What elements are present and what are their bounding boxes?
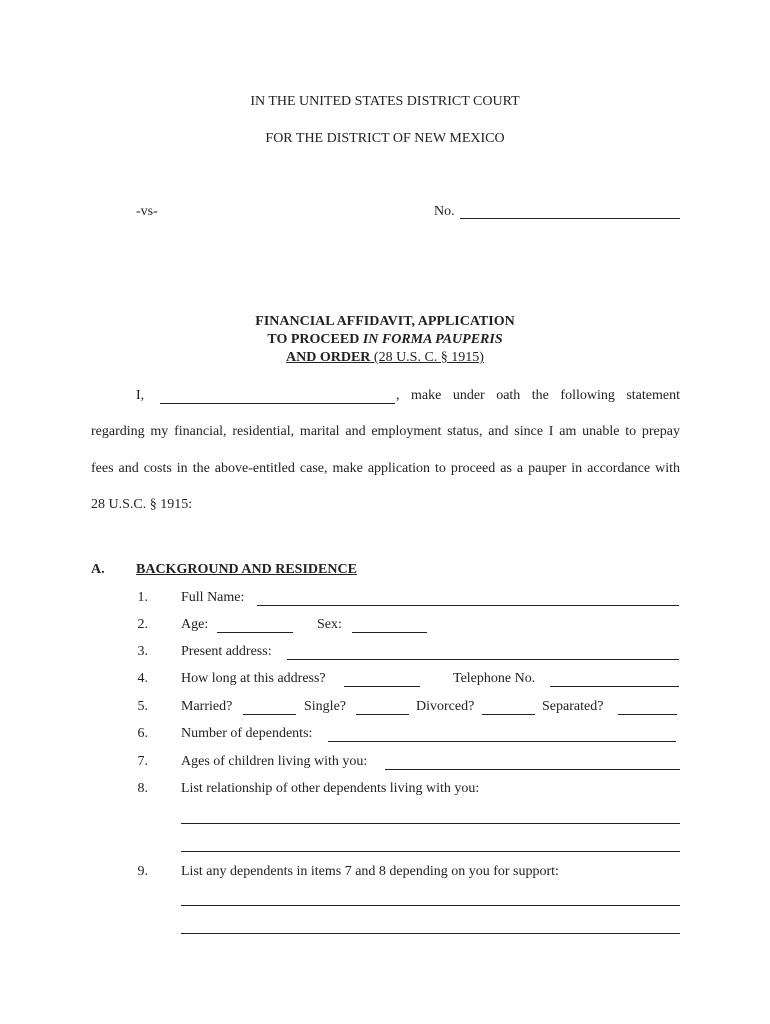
- title-line-3-underlined: [286, 350, 484, 366]
- dependents-count-label: Number of dependents:: [181, 726, 313, 741]
- item-number: 4.: [137, 671, 148, 686]
- item-number: 7.: [137, 754, 148, 769]
- statement-line-1: , make under oath the following statement: [396, 388, 680, 403]
- case-number-field[interactable]: [460, 218, 680, 219]
- section-a-letter: A.: [91, 562, 105, 577]
- item-number: 1.: [137, 590, 148, 605]
- title-line-3-rest: (28 U.S. C. § 1915): [370, 350, 484, 365]
- title-line-1: FINANCIAL AFFIDAVIT, APPLICATION: [255, 314, 515, 329]
- item-number: 9.: [137, 864, 148, 879]
- divorced-label: Divorced?: [416, 699, 475, 714]
- married-label: Married?: [181, 699, 233, 714]
- dependents-count-field[interactable]: [328, 741, 676, 742]
- full-name-label: Full Name:: [181, 590, 245, 605]
- other-dependents-field-1[interactable]: [181, 823, 680, 824]
- time-at-address-field[interactable]: [344, 686, 420, 687]
- court-heading: IN THE UNITED STATES DISTRICT COURT: [250, 94, 520, 109]
- vs-label: -vs-: [136, 204, 158, 219]
- statement-line-2: regarding my financial, residential, marital and employment status, and since I am unable to prepay: [91, 424, 680, 439]
- title-line-2: [0, 332, 770, 348]
- sex-field[interactable]: [352, 632, 427, 633]
- single-field[interactable]: [356, 714, 409, 715]
- full-name-field[interactable]: [257, 605, 679, 606]
- single-label: Single?: [304, 699, 346, 714]
- title-line-2-prefix: TO PROCEED: [267, 332, 363, 347]
- children-ages-label: Ages of children living with you:: [181, 754, 368, 769]
- separated-label: Separated?: [542, 699, 604, 714]
- sex-label: Sex:: [317, 617, 342, 632]
- statement-line-3: fees and costs in the above-entitled case, make application to proceed as a pauper in accordance with: [91, 461, 680, 476]
- present-address-field[interactable]: [287, 659, 679, 660]
- item-number: 8.: [137, 781, 148, 796]
- statement-line-4: 28 U.S.C. § 1915:: [91, 497, 193, 512]
- district-heading: FOR THE DISTRICT OF NEW MEXICO: [265, 131, 505, 146]
- support-dependents-field-2[interactable]: [181, 933, 680, 934]
- present-address-label: Present address:: [181, 644, 272, 659]
- title-line-3-bold: AND ORDER: [286, 350, 371, 365]
- separated-field[interactable]: [618, 714, 677, 715]
- telephone-label: Telephone No.: [453, 671, 536, 686]
- support-dependents-field-1[interactable]: [181, 905, 680, 906]
- other-dependents-label: List relationship of other dependents living with you:: [181, 781, 480, 796]
- title-line-2-italic: IN FORMA PAUPERIS: [362, 332, 503, 347]
- item-number: 6.: [137, 726, 148, 741]
- item-number: 2.: [137, 617, 148, 632]
- other-dependents-field-2[interactable]: [181, 851, 680, 852]
- married-field[interactable]: [243, 714, 296, 715]
- children-ages-field[interactable]: [385, 769, 680, 770]
- item-number: 5.: [137, 699, 148, 714]
- time-at-address-label: How long at this address?: [181, 671, 326, 686]
- title-line-3: [0, 350, 770, 366]
- item-number: 3.: [137, 644, 148, 659]
- affiant-name-field[interactable]: [160, 403, 395, 404]
- age-field[interactable]: [217, 632, 293, 633]
- divorced-field[interactable]: [482, 714, 535, 715]
- support-dependents-label: List any dependents in items 7 and 8 depending on you for support:: [181, 864, 559, 879]
- statement-lead: I,: [136, 388, 145, 403]
- age-label: Age:: [181, 617, 209, 632]
- section-a-title: BACKGROUND AND RESIDENCE: [136, 562, 357, 577]
- case-number-label: No.: [434, 204, 455, 219]
- telephone-field[interactable]: [550, 686, 679, 687]
